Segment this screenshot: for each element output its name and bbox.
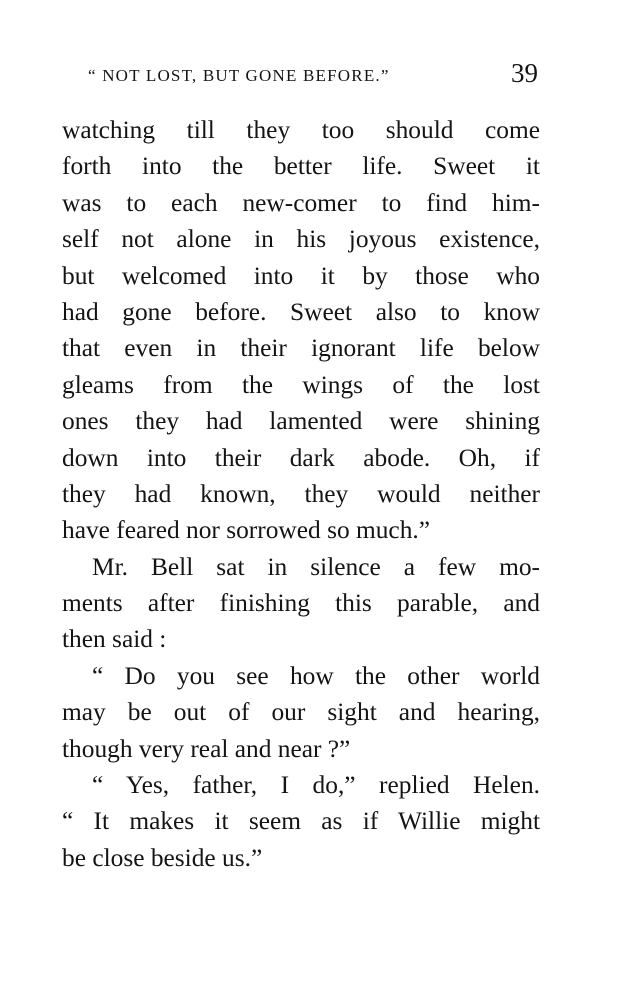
running-head	[88, 58, 538, 94]
text-line: they had known, they would neither	[62, 479, 540, 508]
text-line: “ It makes it seem as if Willie might	[62, 807, 540, 836]
body-text	[62, 112, 540, 876]
text-line: but welcomed into it by those who	[62, 261, 540, 290]
text-line: though very real and near ?”	[62, 734, 351, 763]
text-line: then said :	[62, 625, 167, 654]
text-line: have feared nor sorrowed so much.”	[62, 516, 431, 545]
text-line: down into their dark abode. Oh, if	[62, 443, 540, 472]
text-line: may be out of our sight and hearing,	[62, 698, 540, 727]
page-number: 39	[511, 58, 538, 88]
text-line: “ Do you see how the other world	[92, 661, 540, 690]
text-line: gleams from the wings of the lost	[62, 370, 540, 399]
text-line: “ Yes, father, I do,” replied Helen.	[92, 771, 540, 800]
text-line: Mr. Bell sat in silence a few mo-	[92, 552, 540, 581]
text-line: watching till they too should come	[62, 116, 540, 144]
text-line: had gone before. Sweet also to know	[62, 297, 540, 326]
text-line: was to each new-comer to find him-	[62, 188, 540, 217]
text-line: ones they had lamented were shining	[62, 407, 540, 436]
text-line: self not alone in his joyous existence,	[62, 225, 540, 254]
text-line: ments after finishing this parable, and	[62, 589, 540, 618]
text-line: be close beside us.”	[62, 843, 263, 872]
running-title: “ NOT LOST, BUT GONE BEFORE.”	[88, 66, 390, 85]
text-line: that even in their ignorant life below	[62, 334, 540, 363]
text-line: forth into the better life. Sweet it	[62, 152, 540, 181]
